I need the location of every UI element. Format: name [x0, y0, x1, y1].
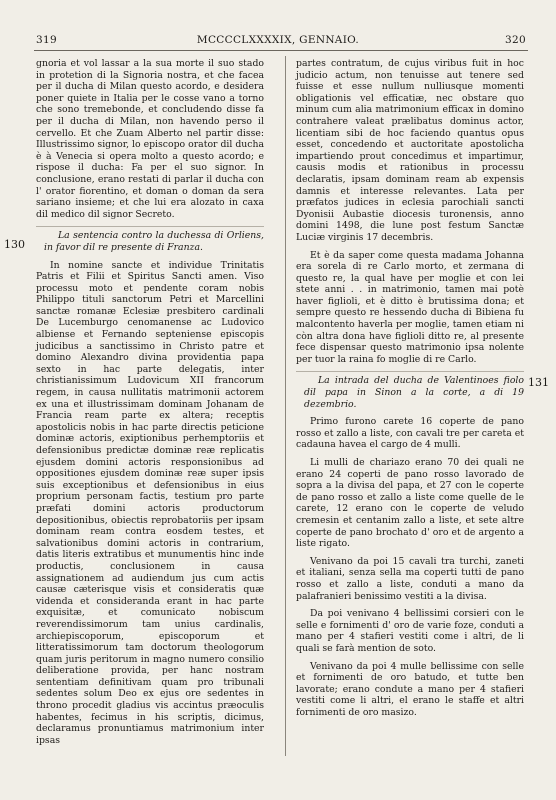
running-head: MCCCCLXXXXIX, GENNAIO. — [196, 34, 360, 46]
header-rule — [34, 50, 528, 51]
right-paragraph-3: Primo furono carete 16 coperte de pano rosso et zallo a liste, con cavali tre per careta et cadauna havea el cargo de 4 mulli. — [296, 416, 524, 451]
right-paragraph-1: partes contratum, de cujus viribus fuit in hoc judicio actum, non tenuisse aut tenere sed fuisse et esse nullum nulliusque momenti obligationis vel efficatiæ, nec obstare quo minum cum alia matrimonium efficax in domino contrahere valeat prælibatus dominus actor, licentiam sibi de hoc faciendo quantus opus esset, concedendo et auctoritate apostolicha impartiendo prout concedimus et impartimur, causis modis et rationibus in processu declaratis, ipsam dominam ream ab expensis damnis et interesse relevantes. Lata per præfatos judices in eclesia parochiali sancti Dyonisii Aubastie diocesis turonensis, anno domini 1498, die lune post festum Sanctæ Luciæ virginis 17 decembris. — [296, 58, 524, 243]
left-section-heading: La sentencia contro la duchessa di Orliens, in favor dil re presente di Franza. — [36, 226, 264, 253]
margin-number-left: 130 — [4, 238, 25, 251]
right-section-heading: La intrada del ducha de Valentinoes fiolo dil papa in Sinon a la corte, a di 19 dezembrio. — [296, 371, 524, 410]
margin-number-right: 131 — [528, 376, 549, 389]
left-column — [36, 58, 264, 752]
page-number-right: 320 — [505, 34, 526, 46]
right-paragraph-6: Da poi venivano 4 bellissimi corsieri con le selle e fornimenti d' oro de varie foze, conduti a mano per 4 stafieri vestiti come i altri, de li quali se farà mention de soto. — [296, 608, 524, 654]
right-column — [296, 58, 524, 724]
right-paragraph-7: Venivano da poi 4 mulle bellissime con selle et fornimenti de oro batudo, et tutte ben lavorate; erano condute a mano per 4 stafieri vestiti come li altri, el erano le staffe et altri fornimenti de oro masizo. — [296, 660, 524, 718]
right-paragraph-2: Et è da saper come questa madama Johanna era sorela di re Carlo morto, et zermana di questo re, la qual have per moglie et con lei stete anni . . in matrimonio, tamen mai potè haver figlioli, et è ditto è brutissima dona; et sempre questo re hessendo ducha di Bibiena fu malcontento haverla per moglie, tamen etiam ni còn altra dona have figlioli ditto re, al presente fece dispensar questo matrimonio ipsa nolente per tuor la raina fo moglie di re Carlo. — [296, 249, 524, 365]
right-paragraph-4: Li mulli de chariazo erano 70 dei quali ne erano 24 coperti de pano rosso lavorado de sopra a la divisa del papa, et 27 con le coperte de pano rosso et zallo a liste come quelle de le carete, 12 erano con le coperte de veludo cremesin et centanim zallo a liste, et sete altre coperte de pano brochato d' oro et de argento a liste rigato. — [296, 457, 524, 550]
page-number-left: 319 — [36, 34, 57, 46]
left-paragraph-2: In nomine sancte et individue Trinitatis Patris et Filii et Spiritus Sancti amen. Viso processu moto et pendente coram nobis Philippo tituli sanctorum Petri et Marcellini sanctæ romanæ Eclesiæ presbitero cardinali De Lucemburgo cenomanense ac Ludovico albiense et Fernando septeniense episcopis judicibus a sanctissimo in Christo patre et domino Alexandro divina providentia papa sexto in hac parte delegatis, inter christianissimum Ludovicum XII francorum regem, in causa nullitatis matrimonii actorem ex una et illustrissimam dominam Johanam de Francia ream parte ex altera; receptis apostolicis nobis in hac parte directis peticione dominæ actoris, exiptionibus perhemptoriis et defensionibus predictæ dominæ reæ replicatis ejusdem domini actoris responsionibus ad oppositiones ejusdem dominæ reæ super ipsis suis exceptionibus et defensionibus in eius proprium personam factis, testium pro parte præfati domini actoris productorum depositionibus, obiectis reprobatoriis per ipsam dominam ream contra eosdem testes, et salvationibus domini actoris in contrarium, datis literis extratibus et munumentis hinc inde productis, conclusionem in causa assignationem ad audiendum jus cum actis causæ cæterisque visis et consideratis quæ videnda et consideranda erant in hac parte exquisitæ, et comunicato nobiscum reverendissimorum tam unius cardinalis, archiepiscoporum, episcoporum et litteratissimorum tam doctorum theologorum quam juris peritorum in magno numero consilio deliberatione provida, per hanc nostram sententiam definitivam quam pro tribunali sedentes solum Deo ex ejus ore sedentes in throno procedit gladius vis accintus præoculis habentes, fecimus in his scriptis, dicimus, declaramus pronuntiamus matrimonium inter ipsas — [36, 259, 264, 746]
column-divider — [285, 56, 286, 756]
right-paragraph-5: Venivano da poi 15 cavali tra turchi, zaneti et italiani, senza sella ma coperti tutti de pano rosso et zallo a liste, conduti a mano da palafranieri benissimo vestiti a la divisa. — [296, 555, 524, 602]
left-paragraph-1: gnoria et vol lassar a la sua morte il suo stado in protetion di la Signoria nostra, et che facea per il ducha di Milan questo acordo, e desidera poner quiete in Italia per le cosse vano a torno che sono tremebonde, et concludendo disse fa per il ducha di Milan, non havendo perso il cervello. Et che Zuam Alberto nel partir disse: Illustrissimo signor, lo episcopo orator dil ducha è à Venecia si opera molto a questo acordo; e rispose il ducha: Fa per el suo signor. In conclusione, erano restati di parlar il ducha con l' orator fiorentino, et doman o doman da sera sariano insieme; et che lui era alozato in caxa dil medico dil signor Secreto. — [36, 58, 264, 220]
